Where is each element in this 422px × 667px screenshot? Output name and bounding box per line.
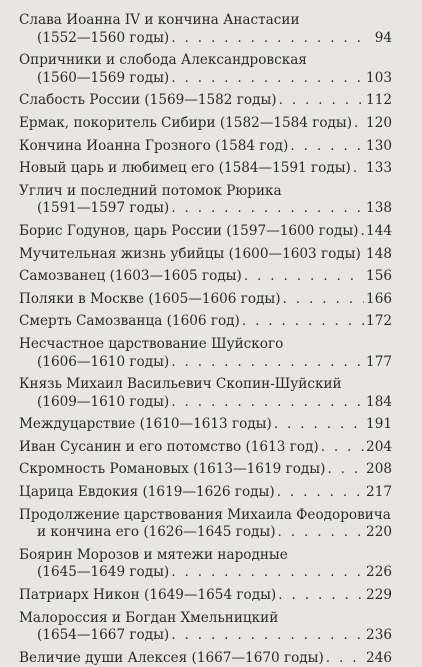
toc-page-number: 229 (366, 587, 392, 604)
toc-entry-text: Смерть Самозванца (1606 год) (19, 313, 240, 330)
toc-entry (19, 416, 392, 434)
dot-leader (171, 564, 364, 582)
toc-entry-title-line (19, 547, 392, 565)
toc-entry-title-line (19, 484, 392, 502)
dot-leader (278, 524, 365, 542)
toc-page-number: 217 (366, 484, 392, 501)
toc-entry-title-line (19, 291, 392, 309)
toc-entry (19, 484, 392, 502)
toc-entry-continuation-line (19, 564, 392, 582)
toc-entry-text: Углич и последний потомок Рюрика (19, 182, 282, 199)
toc-entry-text: Малороссия и Богдан Хмельницкий (19, 609, 279, 626)
toc-entry-continuation-line (19, 394, 392, 412)
toc-entry-text: (1560—1569 годы) (37, 69, 170, 86)
dot-leader (171, 354, 364, 372)
dot-leader (326, 650, 364, 667)
toc-entry-title-line (19, 610, 392, 628)
toc-page-number: 236 (366, 627, 392, 644)
toc-entry-text: Боярин Морозов и мятежи народные (19, 546, 288, 563)
toc-entry-title-line (19, 115, 392, 133)
toc-entry-title-line (19, 138, 392, 156)
toc-page-number: 208 (366, 461, 392, 478)
toc-entry-continuation-line (19, 354, 392, 372)
toc-page-number: 226 (366, 564, 392, 581)
toc-entry (19, 268, 392, 286)
dot-leader (354, 115, 364, 133)
dot-leader (353, 160, 364, 178)
toc-entry-title-line (19, 246, 392, 264)
toc-entry-text: (1609—1610 годы) (37, 393, 170, 410)
toc-entry-text: Междуцарствие (1610—1613 годы) (19, 416, 272, 433)
toc-entry-title-line (19, 461, 392, 479)
dot-leader (171, 627, 364, 645)
toc-entry-text: Несчастное царствование Шуйского (19, 335, 284, 352)
dot-leader (277, 484, 364, 502)
toc-page-number: 112 (366, 92, 392, 109)
toc-entry-text: (1552—1560 годы) (37, 29, 170, 46)
toc-entry-title-line (19, 650, 392, 667)
toc-page-number: 204 (366, 438, 392, 455)
toc-entry-text: Кончина Иоанна Грозного (1584 год) (19, 137, 289, 154)
toc-entry-text: (1645—1649 годы) (37, 564, 170, 581)
dot-leader (278, 587, 364, 605)
dot-leader (283, 291, 365, 309)
dot-leader (242, 313, 364, 331)
toc-entry-continuation-line (19, 524, 392, 542)
toc-entry-text: Князь Михаил Васильевич Скопин-Шуйский (19, 376, 342, 393)
toc-entry-text: Опричники и слобода Александровская (19, 52, 307, 69)
toc-page-number: 220 (366, 524, 392, 541)
toc-page-number: 184 (366, 393, 392, 410)
toc-entry (19, 376, 392, 411)
toc-entry (19, 291, 392, 309)
toc-page-number: 94 (374, 29, 392, 46)
toc-entry-continuation-line (19, 70, 392, 88)
toc-entry-title-line (19, 12, 392, 30)
toc-entry-text: Патриарх Никон (1649—1654 годы) (19, 587, 277, 604)
toc-entry (19, 115, 392, 133)
dot-leader (171, 70, 364, 88)
dot-leader (279, 92, 364, 110)
toc-entry (19, 52, 392, 87)
toc-entry (19, 92, 392, 110)
toc-entry-title-line (19, 92, 392, 110)
toc-entry-text: Царица Евдокия (1619—1626 годы) (19, 484, 275, 501)
toc-page-number: 156 (366, 268, 392, 285)
toc-entry-text: Ермак, покоритель Сибири (1582—1584 годы) (19, 114, 353, 131)
toc-entry (19, 587, 392, 605)
toc-entry (19, 336, 392, 371)
dot-leader (290, 138, 364, 156)
toc-entry-title-line (19, 376, 392, 394)
toc-entry-text: Слабость России (1569—1582 годы) (19, 92, 277, 109)
dot-leader (171, 200, 364, 218)
toc-page-number: 148 (366, 245, 392, 262)
toc-entry-title-line (19, 268, 392, 286)
toc-entry-text: Борис Годунов, царь России (1597—1600 годы) (19, 222, 359, 239)
toc-entry (19, 547, 392, 582)
toc-entry (19, 246, 392, 264)
toc-entry (19, 313, 392, 331)
toc-entry (19, 610, 392, 645)
dot-leader (274, 416, 364, 434)
toc-entry-text: Слава Иоанна IV и кончина Анастасии (19, 12, 300, 28)
toc-entry-title-line (19, 336, 392, 354)
toc-page-number: 166 (366, 290, 392, 307)
toc-entry-text: Скромность Романовых (1613—1619 годы) (19, 461, 326, 478)
toc-entry (19, 461, 392, 479)
dot-leader (360, 223, 364, 241)
toc-page-number: 144 (366, 222, 392, 239)
toc-entry-text: Величие души Алексея (1667—1670 годы) (19, 649, 324, 666)
toc-entry-title-line (19, 223, 392, 241)
toc-entry-text: Поляки в Москве (1605—1606 годы) (19, 290, 281, 307)
toc-entry-text: Продолжение царствования Михаила Феодоровича (19, 506, 391, 523)
toc-entry-continuation-line (19, 30, 392, 48)
toc-page-number: 246 (366, 649, 392, 666)
toc-entry-title-line (19, 160, 392, 178)
toc-page-number: 130 (366, 137, 392, 154)
toc-entry-text: и кончина его (1626—1645 годы) (37, 524, 276, 541)
toc-entry-continuation-line (19, 200, 392, 218)
toc-entry-text: Иван Сусанин и его потомство (1613 год) (19, 438, 319, 455)
toc-entry (19, 507, 392, 542)
toc-entry-title-line (19, 587, 392, 605)
toc-entry-text: (1606—1610 годы) (37, 353, 170, 370)
dot-leader (327, 461, 364, 479)
toc-entry-title-line (19, 52, 392, 70)
toc-page-number: 172 (366, 313, 392, 330)
toc-entry (19, 223, 392, 241)
toc-entry-title-line (19, 416, 392, 434)
toc-page-number: 120 (366, 114, 392, 131)
toc-entry (19, 138, 392, 156)
toc-entry (19, 439, 392, 457)
toc-entry-title-line (19, 183, 392, 201)
toc-entry-text: Самозванец (1603—1605 годы) (19, 268, 242, 285)
dot-leader (171, 394, 364, 412)
table-of-contents (19, 12, 392, 667)
toc-entry (19, 160, 392, 178)
toc-entry-title-line (19, 313, 392, 331)
toc-entry-text: Новый царь и любимец его (1584—1591 годы) (19, 160, 351, 177)
toc-entry-title-line (19, 439, 392, 457)
toc-entry-title-line (19, 507, 392, 525)
toc-entry (19, 650, 392, 667)
toc-page-number: 138 (366, 200, 392, 217)
toc-page-number: 177 (366, 353, 392, 370)
toc-page-number: 103 (366, 69, 392, 86)
toc-page-number: 133 (366, 160, 392, 177)
toc-entry-text: (1591—1597 годы) (37, 200, 170, 217)
toc-entry-text: (1654—1667 годы) (37, 627, 170, 644)
dot-leader (321, 439, 364, 457)
toc-entry-continuation-line (19, 627, 392, 645)
toc-entry-text: Мучительная жизнь убийцы (1600—1603 годы) (19, 245, 361, 262)
toc-entry (19, 183, 392, 218)
toc-page-number: 191 (366, 416, 392, 433)
dot-leader (171, 30, 366, 48)
dot-leader (363, 246, 364, 264)
toc-entry (19, 12, 392, 47)
dot-leader (244, 268, 364, 286)
